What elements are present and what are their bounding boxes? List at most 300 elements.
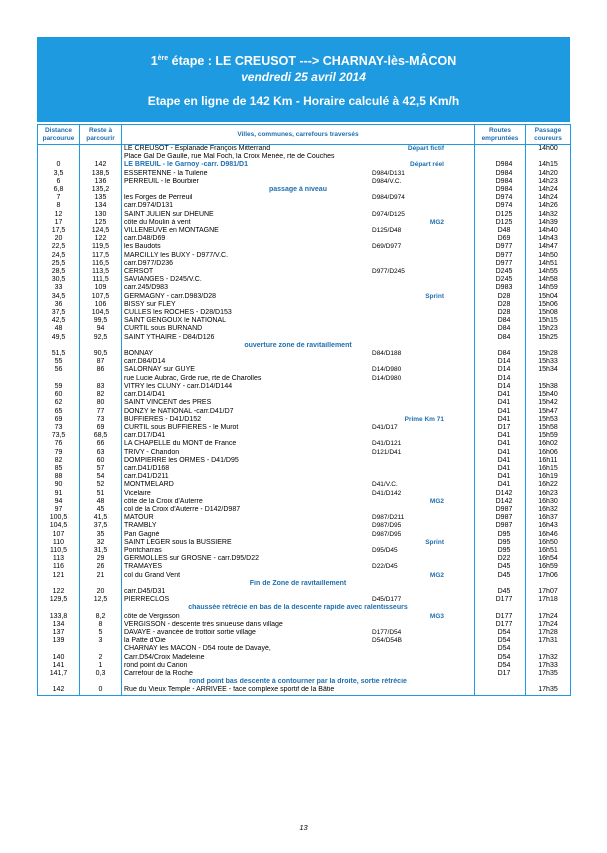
table-row [38, 202, 571, 210]
time-cell: 16h51 [526, 547, 571, 555]
junction-code: D95/D45 [372, 546, 398, 554]
road-cell: D54 [475, 662, 526, 670]
distance-cell: 20 [38, 235, 80, 243]
remaining-cell [80, 645, 122, 653]
place-cell [122, 161, 475, 169]
road-cell: D14 [475, 366, 526, 374]
place-cell [122, 227, 475, 235]
time-cell: 14h32 [526, 211, 571, 219]
place-name: SAVIANGES - D245/V.C. [124, 276, 202, 284]
place-cell [122, 186, 475, 194]
remaining-cell: 116,5 [80, 260, 122, 268]
place-name: LA CHAPELLE du MONT de France [124, 440, 237, 448]
distance-cell: 0 [38, 161, 80, 169]
road-cell: D45 [475, 572, 526, 580]
time-cell: 15h59 [526, 432, 571, 440]
time-cell: 17h06 [526, 572, 571, 580]
junction-code: D69/D977 [372, 243, 402, 251]
junction-code: D14/D980 [372, 374, 402, 382]
stage-title: 1ère étape : LE CREUSOT ---> CHARNAY-lès-MÂCON [150, 54, 457, 68]
table-row [38, 317, 571, 325]
remaining-cell: 41,5 [80, 514, 122, 522]
note-row [38, 342, 571, 350]
road-cell: D69 [475, 235, 526, 243]
time-cell: 14h39 [526, 219, 571, 227]
place-cell [122, 481, 475, 489]
table-row [38, 481, 571, 489]
distance-cell: 8 [38, 202, 80, 210]
event-tag: Prime Km 71 [404, 415, 444, 423]
road-cell: D54 [475, 637, 526, 645]
remaining-cell: 94 [80, 325, 122, 333]
place-cell [122, 621, 475, 629]
remaining-cell: 32 [80, 539, 122, 547]
time-cell: 15h04 [526, 293, 571, 301]
place-name: rond point bas descente à contourner par la droite, sortie rétrécie [189, 678, 407, 686]
place-cell [122, 317, 475, 325]
junction-code: D41/D17 [372, 423, 398, 431]
distance-cell: 94 [38, 498, 80, 506]
table-row [38, 334, 571, 342]
place-name: col du Grand Vent [124, 571, 181, 579]
remaining-cell: 87 [80, 358, 122, 366]
remaining-cell: 3 [80, 637, 122, 645]
place-cell [122, 572, 475, 580]
road-cell: D54 [475, 654, 526, 662]
place-cell [122, 235, 475, 243]
remaining-cell: 29 [80, 555, 122, 563]
place-cell [122, 563, 475, 571]
distance-cell: 113 [38, 555, 80, 563]
event-tag: Sprint [425, 538, 444, 546]
place-name: Pontcharras [124, 546, 162, 554]
remaining-cell: 69 [80, 424, 122, 432]
place-cell [122, 153, 475, 161]
road-cell: D84 [475, 350, 526, 358]
remaining-cell: 77 [80, 408, 122, 416]
remaining-cell: 0,3 [80, 670, 122, 678]
remaining-cell: 80 [80, 399, 122, 407]
distance-cell: 12 [38, 211, 80, 219]
road-cell: D17 [475, 424, 526, 432]
place-name: ESSERTENNE - la Tuilerie [124, 169, 208, 177]
road-cell: D41 [475, 473, 526, 481]
time-cell: 16h15 [526, 465, 571, 473]
time-cell: 16h22 [526, 481, 571, 489]
place-cell [122, 686, 475, 695]
table-row [38, 366, 571, 374]
remaining-cell: 5 [80, 629, 122, 637]
event-tag: MG2 [429, 497, 444, 505]
table-row [38, 465, 571, 473]
remaining-cell: 63 [80, 449, 122, 457]
time-cell: 17h24 [526, 613, 571, 621]
table-row [38, 391, 571, 399]
road-cell [475, 153, 526, 161]
time-cell: 17h33 [526, 662, 571, 670]
place-cell [122, 145, 475, 154]
remaining-cell: 109 [80, 284, 122, 292]
remaining-cell: 1 [80, 662, 122, 670]
distance-cell: 139 [38, 637, 80, 645]
road-cell: D48 [475, 227, 526, 235]
place-cell [122, 424, 475, 432]
place-cell [122, 366, 475, 374]
road-cell: D28 [475, 309, 526, 317]
road-cell: D41 [475, 408, 526, 416]
time-cell: 16h02 [526, 440, 571, 448]
road-cell: D54 [475, 629, 526, 637]
place-name: CULLES les ROCHES - D28/D153 [124, 309, 232, 317]
place-name: Pari Gagné [124, 530, 160, 538]
remaining-cell: 37,5 [80, 522, 122, 530]
junction-code: D177/D54 [372, 628, 402, 636]
distance-cell: 56 [38, 366, 80, 374]
time-cell: 16h06 [526, 449, 571, 457]
place-cell [122, 309, 475, 317]
time-cell: 17h18 [526, 596, 571, 604]
remaining-cell: 86 [80, 366, 122, 374]
place-cell [122, 596, 475, 604]
time-cell: 15h28 [526, 350, 571, 358]
distance-cell: 91 [38, 490, 80, 498]
place-cell [122, 194, 475, 202]
distance-cell: 36 [38, 301, 80, 309]
distance-cell [38, 580, 80, 588]
place-cell [122, 678, 475, 686]
table-row [38, 325, 571, 333]
place-cell [122, 654, 475, 662]
time-cell: 14h50 [526, 252, 571, 260]
time-cell: 16h23 [526, 490, 571, 498]
table-row [38, 449, 571, 457]
time-cell: 14h47 [526, 243, 571, 251]
place-name: ouverture zone de ravitaillement [244, 341, 352, 349]
junction-code: D41/D121 [372, 440, 402, 448]
place-name: CURTIL sous BUFFIERES - le Murot [124, 423, 239, 431]
table-row [38, 309, 571, 317]
remaining-cell: 138,5 [80, 170, 122, 178]
place-name: BISSY sur FLEY [124, 300, 176, 308]
place-cell [122, 670, 475, 678]
road-cell: D984 [475, 186, 526, 194]
remaining-cell: 122 [80, 235, 122, 243]
time-cell: 17h32 [526, 654, 571, 662]
place-cell [122, 522, 475, 530]
table-row [38, 662, 571, 670]
distance-cell: 6 [38, 178, 80, 186]
table-row [38, 358, 571, 366]
road-cell: D974 [475, 194, 526, 202]
road-cell: D987 [475, 522, 526, 530]
time-cell: 15h25 [526, 334, 571, 342]
road-cell: D28 [475, 301, 526, 309]
place-name: BUFFIERES - D41/D152 [124, 415, 202, 423]
table-row [38, 555, 571, 563]
place-name: TRAMAYES [124, 563, 162, 571]
place-name: les Baudots [124, 243, 161, 251]
distance-cell: 59 [38, 383, 80, 391]
distance-cell [38, 342, 80, 350]
place-name: côte de Vergisson [124, 612, 180, 620]
place-cell [122, 383, 475, 391]
table-row [38, 613, 571, 621]
place-name: Rue du Vieux Temple - ARRIVEE - face complexe sportif de la Bâtie [124, 686, 335, 694]
remaining-cell: 82 [80, 391, 122, 399]
place-name: DAVAYE - avancée de trottoir sortie village [124, 628, 256, 636]
table-row [38, 654, 571, 662]
place-name: côte de la Croix d'Auterre [124, 497, 203, 505]
remaining-cell: 92,5 [80, 334, 122, 342]
place-name: DONZY le NATIONAL -carr.D41/D7 [124, 407, 234, 415]
time-cell: 16h46 [526, 531, 571, 539]
time-cell: 14h24 [526, 194, 571, 202]
table-row [38, 686, 571, 695]
time-cell: 15h15 [526, 317, 571, 325]
place-name: VITRY les CLUNY - carr.D14/D144 [124, 382, 233, 390]
road-cell: D142 [475, 490, 526, 498]
place-name: carr.D41/D211 [124, 473, 169, 481]
distance-cell [38, 375, 80, 383]
place-name: SALORNAY sur GUYE [124, 366, 195, 374]
road-cell: D41 [475, 440, 526, 448]
stage-subtitle: Etape en ligne de 142 Km - Horaire calculé à 42,5 Km/h [147, 94, 460, 108]
time-cell [526, 153, 571, 161]
time-cell: 16h32 [526, 506, 571, 514]
table-row [38, 227, 571, 235]
place-cell [122, 506, 475, 514]
distance-cell: 28,5 [38, 268, 80, 276]
table-row [38, 621, 571, 629]
road-cell: D125 [475, 211, 526, 219]
distance-cell: 51,5 [38, 350, 80, 358]
distance-cell: 17,5 [38, 227, 80, 235]
distance-cell: 82 [38, 457, 80, 465]
table-row [38, 161, 571, 169]
time-cell: 17h35 [526, 670, 571, 678]
place-cell [122, 391, 475, 399]
road-cell: D45 [475, 563, 526, 571]
road-cell: D22 [475, 555, 526, 563]
place-cell [122, 243, 475, 251]
place-cell [122, 604, 475, 612]
place-name: TRIVY - Chandon [124, 448, 180, 456]
junction-code: D22/D45 [372, 563, 398, 571]
time-cell: 16h11 [526, 457, 571, 465]
remaining-cell: 134 [80, 202, 122, 210]
place-cell [122, 473, 475, 481]
table-row [38, 284, 571, 292]
note-row [38, 186, 571, 194]
distance-cell: 22,5 [38, 243, 80, 251]
note-row [38, 678, 571, 686]
place-name: SAINT JULIEN sur DHEUNE [124, 210, 214, 218]
time-cell: 15h33 [526, 358, 571, 366]
distance-cell: 62 [38, 399, 80, 407]
table-row [38, 293, 571, 301]
place-cell [122, 350, 475, 358]
road-cell: D984 [475, 170, 526, 178]
remaining-cell [80, 375, 122, 383]
place-name: GERMAGNY - carr.D983/D28 [124, 292, 217, 300]
table-row [38, 637, 571, 645]
place-cell [122, 284, 475, 292]
distance-cell [38, 153, 80, 161]
time-cell: 15h47 [526, 408, 571, 416]
time-cell [526, 604, 571, 612]
distance-cell: 88 [38, 473, 80, 481]
itinerary-table [37, 124, 571, 696]
road-cell [475, 604, 526, 612]
junction-code: D125/D48 [372, 227, 402, 235]
table-row [38, 506, 571, 514]
table-row [38, 153, 571, 161]
event-tag: Départ réel [410, 161, 444, 169]
place-cell [122, 268, 475, 276]
table-row [38, 539, 571, 547]
place-cell [122, 637, 475, 645]
distance-cell [38, 604, 80, 612]
table-row [38, 596, 571, 604]
distance-cell: 79 [38, 449, 80, 457]
time-cell [526, 342, 571, 350]
place-name: carr.D48/D69 [124, 235, 166, 243]
time-cell: 14h24 [526, 186, 571, 194]
remaining-cell: 104,5 [80, 309, 122, 317]
place-name: carr.D41/D168 [124, 464, 170, 472]
road-cell: D41 [475, 481, 526, 489]
place-name: Fin de Zone de ravitaillement [249, 579, 347, 587]
distance-cell: 121 [38, 572, 80, 580]
place-name: col de la Croix d'Auterre - D142/D987 [124, 505, 241, 513]
road-cell: D177 [475, 621, 526, 629]
place-cell [122, 416, 475, 424]
event-tag: Sprint [425, 292, 444, 300]
time-cell: 14h26 [526, 202, 571, 210]
distance-cell: 24,5 [38, 252, 80, 260]
time-cell: 15h53 [526, 416, 571, 424]
place-name: carr.D17/D41 [124, 432, 166, 440]
table-row [38, 260, 571, 268]
remaining-cell: 20 [80, 588, 122, 596]
remaining-cell: 135,2 [80, 186, 122, 194]
table-row [38, 268, 571, 276]
stage-banner [37, 37, 570, 122]
place-name: carr.D84/D14 [124, 358, 166, 366]
remaining-cell: 51 [80, 490, 122, 498]
table-row [38, 243, 571, 251]
place-name: Carr.D54/Croix Madeleine [124, 653, 205, 661]
place-cell [122, 613, 475, 621]
junction-code: D974/D125 [372, 210, 405, 218]
time-cell: 14h20 [526, 170, 571, 178]
place-cell [122, 449, 475, 457]
road-cell: D245 [475, 268, 526, 276]
table-row [38, 440, 571, 448]
road-cell: D977 [475, 252, 526, 260]
table-row [38, 473, 571, 481]
distance-cell: 49,5 [38, 334, 80, 342]
road-cell: D142 [475, 498, 526, 506]
place-name: SAINT LEGER sous la BUSSIERE [124, 538, 232, 546]
table-row [38, 498, 571, 506]
remaining-cell: 35 [80, 531, 122, 539]
road-cell: D14 [475, 358, 526, 366]
road-cell: D177 [475, 613, 526, 621]
place-name: MATOUR [124, 514, 154, 522]
col-time-header: Passage coureurs [526, 125, 571, 145]
road-cell: D41 [475, 391, 526, 399]
table-row [38, 276, 571, 284]
junction-code: D54/D54B [372, 637, 402, 645]
table-row [38, 350, 571, 358]
remaining-cell: 73 [80, 416, 122, 424]
time-cell: 14h00 [526, 145, 571, 154]
time-cell: 17h31 [526, 637, 571, 645]
page-number: 13 [299, 823, 308, 832]
remaining-cell: 130 [80, 211, 122, 219]
junction-code: D14/D980 [372, 366, 402, 374]
distance-cell: 34,5 [38, 293, 80, 301]
place-cell [122, 276, 475, 284]
distance-cell: 110,5 [38, 547, 80, 555]
time-cell: 16h59 [526, 563, 571, 571]
time-cell [526, 645, 571, 653]
remaining-cell [80, 604, 122, 612]
place-name: carr.245/D983 [124, 284, 168, 292]
remaining-cell: 68,5 [80, 432, 122, 440]
time-cell: 15h40 [526, 391, 571, 399]
table-row [38, 547, 571, 555]
distance-cell: 65 [38, 408, 80, 416]
road-cell: D84 [475, 334, 526, 342]
road-cell: D84 [475, 317, 526, 325]
remaining-cell: 57 [80, 465, 122, 473]
table-row [38, 252, 571, 260]
road-cell: D977 [475, 243, 526, 251]
table-row [38, 399, 571, 407]
distance-cell: 104,5 [38, 522, 80, 530]
remaining-cell: 136 [80, 178, 122, 186]
table-row [38, 531, 571, 539]
junction-code: D987/D211 [372, 514, 405, 522]
distance-cell: 140 [38, 654, 80, 662]
distance-cell: 142 [38, 686, 80, 695]
table-row [38, 219, 571, 227]
remaining-cell: 8 [80, 621, 122, 629]
distance-cell: 37,5 [38, 309, 80, 317]
time-cell: 14h59 [526, 284, 571, 292]
road-cell: D41 [475, 432, 526, 440]
distance-cell: 134 [38, 621, 80, 629]
place-cell [122, 580, 475, 588]
road-cell: D983 [475, 284, 526, 292]
event-tag: Départ fictif [407, 145, 444, 152]
place-cell [122, 539, 475, 547]
time-cell: 17h35 [526, 686, 571, 695]
road-cell: D45 [475, 588, 526, 596]
remaining-cell: 66 [80, 440, 122, 448]
road-cell: D41 [475, 457, 526, 465]
distance-cell: 33 [38, 284, 80, 292]
remaining-cell: 48 [80, 498, 122, 506]
time-cell: 15h58 [526, 424, 571, 432]
col-places-header: Villes, communes, carrefours traversés [122, 125, 475, 145]
time-cell: 17h28 [526, 629, 571, 637]
place-cell [122, 465, 475, 473]
remaining-cell [80, 678, 122, 686]
remaining-cell: 117,5 [80, 252, 122, 260]
